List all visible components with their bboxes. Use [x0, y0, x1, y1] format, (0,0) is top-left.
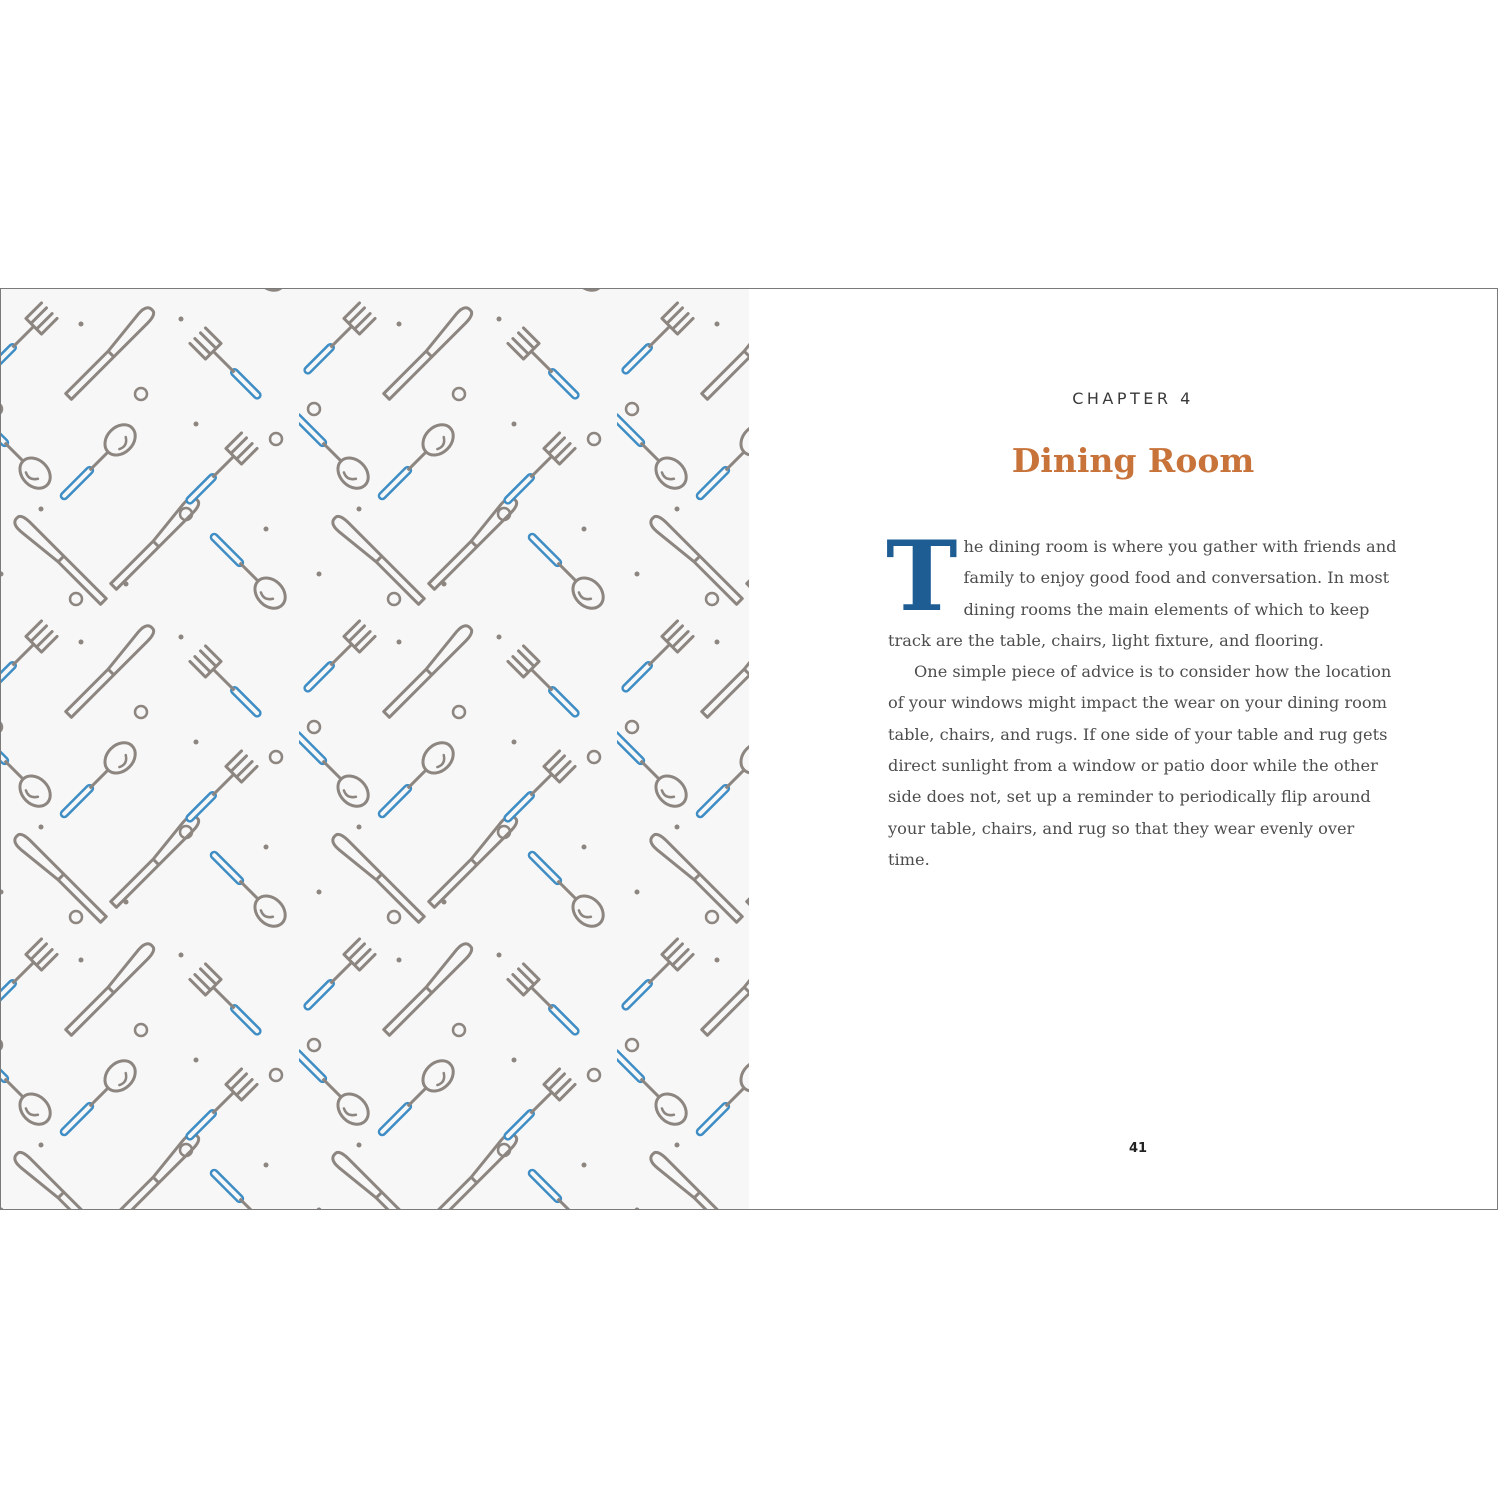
chapter-label: CHAPTER 4 — [1072, 389, 1194, 408]
cutlery-pattern-page — [1, 289, 749, 1209]
chapter-text-page — [749, 289, 1497, 1209]
chapter-title: Dining Room — [1011, 441, 1255, 480]
book-spread — [0, 288, 1498, 1210]
dropcap-letter: T — [886, 520, 958, 633]
paragraph-1 — [886, 520, 1398, 656]
paragraph-1-text: he dining room is where you gather with friends and family to enjoy good food and conversation. In most dining rooms the main elements of which to keep track are the table, chairs, light fixture, and flooring. — [888, 537, 1397, 650]
cutlery-pattern — [1, 289, 749, 1209]
page-number: 41 — [1129, 1141, 1148, 1156]
chapter-body — [886, 520, 1398, 875]
paragraph-2: One simple piece of advice is to consider how the location of your windows might impact the wear on your dining room table, chairs, and rugs. If one side of your table and rug gets direct sunlight from a window or patio door while the other side does not, set up a reminder to periodically flip around your table, chairs, and rug so that they wear evenly over time. — [888, 662, 1392, 869]
